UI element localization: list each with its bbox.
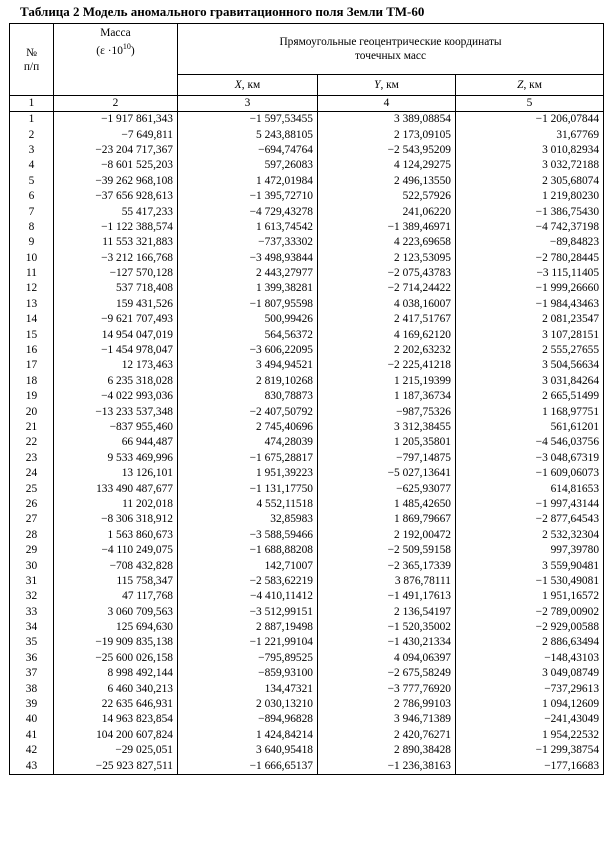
row-number: 31: [10, 574, 54, 589]
row-number: 28: [10, 528, 54, 543]
y-coordinate-cell: −625,93077: [318, 481, 456, 496]
row-number: 10: [10, 251, 54, 266]
x-coordinate-cell: 32,85983: [178, 512, 318, 527]
mass-cell: −1 454 978,047: [54, 343, 178, 358]
row-number: 25: [10, 481, 54, 496]
row-number: 3: [10, 143, 54, 158]
header-coordinates-line1: Прямоугольные геоцентрические координаты: [279, 36, 502, 48]
row-number: 11: [10, 266, 54, 281]
row-number: 6: [10, 189, 54, 204]
mass-cell: 22 635 646,931: [54, 697, 178, 712]
z-coordinate-cell: 614,81653: [456, 481, 604, 496]
mass-cell: −8 306 318,912: [54, 512, 178, 527]
table-row: [10, 204, 604, 219]
mass-cell: −127 570,128: [54, 266, 178, 281]
x-coordinate-cell: −1 807,95598: [178, 297, 318, 312]
x-coordinate-cell: −1 666,65137: [178, 758, 318, 774]
y-coordinate-cell: 2 136,54197: [318, 605, 456, 620]
table-row: [10, 420, 604, 435]
z-coordinate-cell: −1 984,43463: [456, 297, 604, 312]
table-row: [10, 589, 604, 604]
mass-cell: 47 117,768: [54, 589, 178, 604]
mass-cell: −25 600 026,158: [54, 651, 178, 666]
y-coordinate-cell: 3 389,08854: [318, 112, 456, 128]
y-coordinate-cell: 241,06220: [318, 204, 456, 219]
y-coordinate-cell: −1 389,46971: [318, 220, 456, 235]
x-coordinate-cell: 5 243,88105: [178, 127, 318, 142]
z-coordinate-cell: 2 081,23547: [456, 312, 604, 327]
header-number-symbol: №: [26, 46, 37, 59]
y-coordinate-cell: −1 491,17613: [318, 589, 456, 604]
y-coordinate-cell: −2 714,24422: [318, 281, 456, 296]
mass-cell: 159 431,526: [54, 297, 178, 312]
mass-cell: −4 110 249,075: [54, 543, 178, 558]
table-row: [10, 358, 604, 373]
z-coordinate-cell: 2 886,63494: [456, 635, 604, 650]
x-coordinate-cell: −4 410,11412: [178, 589, 318, 604]
mass-cell: 6 235 318,028: [54, 374, 178, 389]
header-y: [318, 75, 456, 96]
y-coordinate-cell: −2 225,41218: [318, 358, 456, 373]
y-coordinate-cell: 1 869,79667: [318, 512, 456, 527]
y-coordinate-cell: 4 169,62120: [318, 327, 456, 342]
row-number: 12: [10, 281, 54, 296]
mass-cell: −837 955,460: [54, 420, 178, 435]
row-number: 40: [10, 712, 54, 727]
mass-cell: −7 649,811: [54, 127, 178, 142]
y-coordinate-cell: −1 520,35002: [318, 620, 456, 635]
x-coordinate-cell: −795,89525: [178, 651, 318, 666]
y-coordinate-cell: 2 496,13550: [318, 174, 456, 189]
x-coordinate-cell: 1 613,74542: [178, 220, 318, 235]
header-x-unit: , км: [241, 79, 261, 91]
z-coordinate-cell: −1 386,75430: [456, 204, 604, 219]
mass-cell: 55 417,233: [54, 204, 178, 219]
x-coordinate-cell: 3 494,94521: [178, 358, 318, 373]
x-coordinate-cell: −4 729,43278: [178, 204, 318, 219]
x-coordinate-cell: −737,33302: [178, 235, 318, 250]
y-coordinate-cell: −2 365,17339: [318, 558, 456, 573]
z-coordinate-cell: −3 048,67319: [456, 451, 604, 466]
header-coordinates-line2: точечных масс: [354, 50, 427, 62]
y-coordinate-cell: 2 890,38428: [318, 743, 456, 758]
y-coordinate-cell: 4 223,69658: [318, 235, 456, 250]
x-coordinate-cell: 1 399,38281: [178, 281, 318, 296]
row-number: 16: [10, 343, 54, 358]
table-row: [10, 112, 604, 128]
header-z-unit: , км: [523, 79, 542, 91]
x-coordinate-cell: 564,56372: [178, 327, 318, 342]
mass-cell: 104 200 607,824: [54, 728, 178, 743]
row-number: 21: [10, 420, 54, 435]
x-coordinate-cell: −1 597,53455: [178, 112, 318, 128]
y-coordinate-cell: 1 215,19399: [318, 374, 456, 389]
y-coordinate-cell: 2 123,53095: [318, 251, 456, 266]
table-row: [10, 343, 604, 358]
z-coordinate-cell: 3 031,84264: [456, 374, 604, 389]
table-row: [10, 220, 604, 235]
z-coordinate-cell: 3 032,72188: [456, 158, 604, 173]
z-coordinate-cell: −1 299,38754: [456, 743, 604, 758]
table-row: [10, 451, 604, 466]
row-number: 29: [10, 543, 54, 558]
x-coordinate-cell: 1 424,84214: [178, 728, 318, 743]
y-coordinate-cell: 1 187,36734: [318, 389, 456, 404]
table-body: [10, 112, 604, 775]
table-row: [10, 158, 604, 173]
table-row: [10, 620, 604, 635]
table-row: [10, 558, 604, 573]
z-coordinate-cell: 3 049,08749: [456, 666, 604, 681]
mass-cell: 1 563 860,673: [54, 528, 178, 543]
y-coordinate-cell: 2 417,51767: [318, 312, 456, 327]
x-coordinate-cell: −3 588,59466: [178, 528, 318, 543]
x-coordinate-cell: 4 552,11518: [178, 497, 318, 512]
y-coordinate-cell: −2 509,59158: [318, 543, 456, 558]
column-number-5: 5: [456, 96, 604, 112]
header-mass-unit: (ε ·10: [96, 44, 123, 57]
y-coordinate-cell: 1 485,42650: [318, 497, 456, 512]
table-row: [10, 466, 604, 481]
row-number: 5: [10, 174, 54, 189]
table-row: [10, 651, 604, 666]
mass-cell: 14 963 823,854: [54, 712, 178, 727]
z-coordinate-cell: −2 929,00588: [456, 620, 604, 635]
table-row: [10, 312, 604, 327]
table-row: [10, 743, 604, 758]
mass-cell: −1 122 388,574: [54, 220, 178, 235]
y-coordinate-cell: 2 173,09105: [318, 127, 456, 142]
table-row: [10, 266, 604, 281]
y-coordinate-cell: 2 420,76271: [318, 728, 456, 743]
y-coordinate-cell: 1 205,35801: [318, 435, 456, 450]
row-number: 36: [10, 651, 54, 666]
z-coordinate-cell: −737,29613: [456, 681, 604, 696]
z-coordinate-cell: −3 115,11405: [456, 266, 604, 281]
row-number: 20: [10, 404, 54, 419]
x-coordinate-cell: −859,93100: [178, 666, 318, 681]
z-coordinate-cell: 2 305,68074: [456, 174, 604, 189]
y-coordinate-cell: 2 786,99103: [318, 697, 456, 712]
x-coordinate-cell: −1 221,99104: [178, 635, 318, 650]
row-number: 23: [10, 451, 54, 466]
mass-cell: 6 460 340,213: [54, 681, 178, 696]
mass-cell: 125 694,630: [54, 620, 178, 635]
x-coordinate-cell: 597,26083: [178, 158, 318, 173]
mass-cell: 14 954 047,019: [54, 327, 178, 342]
z-coordinate-cell: −1 609,06073: [456, 466, 604, 481]
column-number-2: 2: [54, 96, 178, 112]
header-mass-exponent: 10: [122, 42, 131, 51]
x-coordinate-cell: 474,28039: [178, 435, 318, 450]
z-coordinate-cell: 997,39780: [456, 543, 604, 558]
header-z: [456, 75, 604, 96]
mass-cell: −13 233 537,348: [54, 404, 178, 419]
x-coordinate-cell: −1 675,28817: [178, 451, 318, 466]
y-coordinate-cell: −1 430,21334: [318, 635, 456, 650]
z-coordinate-cell: 1 168,97751: [456, 404, 604, 419]
table-row: [10, 543, 604, 558]
table-row: [10, 404, 604, 419]
row-number: 38: [10, 681, 54, 696]
mass-cell: 11 202,018: [54, 497, 178, 512]
header-number: [10, 24, 54, 96]
x-coordinate-cell: 3 640,95418: [178, 743, 318, 758]
header-mass: [54, 24, 178, 96]
header-x: [178, 75, 318, 96]
mass-cell: 3 060 709,563: [54, 605, 178, 620]
header-number-abbrev: п/п: [23, 60, 40, 73]
z-coordinate-cell: 3 107,28151: [456, 327, 604, 342]
table-row: [10, 574, 604, 589]
mass-cell: 8 998 492,144: [54, 666, 178, 681]
z-coordinate-cell: −4 742,37198: [456, 220, 604, 235]
row-number: 27: [10, 512, 54, 527]
z-coordinate-cell: 561,61201: [456, 420, 604, 435]
row-number: 7: [10, 204, 54, 219]
x-coordinate-cell: 2 819,10268: [178, 374, 318, 389]
z-coordinate-cell: −241,43049: [456, 712, 604, 727]
z-coordinate-cell: 1 094,12609: [456, 697, 604, 712]
y-coordinate-cell: 4 094,06397: [318, 651, 456, 666]
y-coordinate-cell: −1 236,38163: [318, 758, 456, 774]
mass-cell: −37 656 928,613: [54, 189, 178, 204]
x-coordinate-cell: −3 512,99151: [178, 605, 318, 620]
x-coordinate-cell: −1 395,72710: [178, 189, 318, 204]
x-coordinate-cell: 500,99426: [178, 312, 318, 327]
mass-cell: −29 025,051: [54, 743, 178, 758]
table-caption: Таблица 2 Модель аномального гравитационного поля Земли ТМ-60: [20, 4, 425, 19]
y-coordinate-cell: −5 027,13641: [318, 466, 456, 481]
row-number: 42: [10, 743, 54, 758]
table-row: [10, 528, 604, 543]
x-coordinate-cell: 2 887,19498: [178, 620, 318, 635]
z-coordinate-cell: −177,16683: [456, 758, 604, 774]
row-number: 32: [10, 589, 54, 604]
table-row: [10, 389, 604, 404]
mass-cell: −708 432,828: [54, 558, 178, 573]
z-coordinate-cell: −1 999,26660: [456, 281, 604, 296]
header-y-unit: , км: [380, 79, 399, 91]
row-number: 37: [10, 666, 54, 681]
mass-cell: 12 173,463: [54, 358, 178, 373]
table-row: [10, 712, 604, 727]
table-row: [10, 435, 604, 450]
y-coordinate-cell: 3 312,38455: [318, 420, 456, 435]
mass-cell: −4 022 993,036: [54, 389, 178, 404]
row-number: 41: [10, 728, 54, 743]
row-number: 4: [10, 158, 54, 173]
table-row: [10, 374, 604, 389]
table-row: [10, 189, 604, 204]
header-y-var: Y: [374, 79, 381, 91]
x-coordinate-cell: 1 951,39223: [178, 466, 318, 481]
z-coordinate-cell: 2 532,32304: [456, 528, 604, 543]
x-coordinate-cell: −1 688,88208: [178, 543, 318, 558]
row-number: 13: [10, 297, 54, 312]
row-number: 19: [10, 389, 54, 404]
y-coordinate-cell: −3 777,76920: [318, 681, 456, 696]
z-coordinate-cell: −148,43103: [456, 651, 604, 666]
x-coordinate-cell: 2 745,40696: [178, 420, 318, 435]
row-number: 33: [10, 605, 54, 620]
table-row: [10, 174, 604, 189]
table-row: [10, 327, 604, 342]
row-number: 8: [10, 220, 54, 235]
table-row: [10, 681, 604, 696]
table-row: [10, 127, 604, 142]
mass-cell: 66 944,487: [54, 435, 178, 450]
table-row: [10, 728, 604, 743]
z-coordinate-cell: 3 010,82934: [456, 143, 604, 158]
row-number: 22: [10, 435, 54, 450]
x-coordinate-cell: −3 498,93844: [178, 251, 318, 266]
x-coordinate-cell: 134,47321: [178, 681, 318, 696]
y-coordinate-cell: 4 038,16007: [318, 297, 456, 312]
header-mass-unit-close: ): [130, 44, 135, 57]
mass-cell: −8 601 525,203: [54, 158, 178, 173]
z-coordinate-cell: −1 206,07844: [456, 112, 604, 128]
header-mass-label: Масса: [100, 27, 131, 39]
y-coordinate-cell: −797,14875: [318, 451, 456, 466]
y-coordinate-cell: −2 075,43783: [318, 266, 456, 281]
mass-cell: 133 490 487,677: [54, 481, 178, 496]
table-row: [10, 235, 604, 250]
row-number: 9: [10, 235, 54, 250]
x-coordinate-cell: 2 443,27977: [178, 266, 318, 281]
mass-cell: 13 126,101: [54, 466, 178, 481]
table-row: [10, 143, 604, 158]
y-coordinate-cell: −2 675,58249: [318, 666, 456, 681]
x-coordinate-cell: −3 606,22095: [178, 343, 318, 358]
mass-cell: −23 204 717,367: [54, 143, 178, 158]
row-number: 34: [10, 620, 54, 635]
z-coordinate-cell: −1 530,49081: [456, 574, 604, 589]
mass-cell: −19 909 835,138: [54, 635, 178, 650]
mass-cell: 9 533 469,996: [54, 451, 178, 466]
row-number: 39: [10, 697, 54, 712]
mass-cell: −1 917 861,343: [54, 112, 178, 128]
z-coordinate-cell: −4 546,03756: [456, 435, 604, 450]
row-number: 2: [10, 127, 54, 142]
table-row: [10, 697, 604, 712]
mass-cell: 537 718,408: [54, 281, 178, 296]
x-coordinate-cell: −694,74764: [178, 143, 318, 158]
z-coordinate-cell: −2 780,28445: [456, 251, 604, 266]
z-coordinate-cell: 1 954,22532: [456, 728, 604, 743]
header-x-var: X: [234, 79, 242, 91]
z-coordinate-cell: 1 951,16572: [456, 589, 604, 604]
y-coordinate-cell: 2 192,00472: [318, 528, 456, 543]
row-number: 35: [10, 635, 54, 650]
z-coordinate-cell: −89,84823: [456, 235, 604, 250]
y-coordinate-cell: 3 946,71389: [318, 712, 456, 727]
z-coordinate-cell: 1 219,80230: [456, 189, 604, 204]
table-row: [10, 666, 604, 681]
z-coordinate-cell: 2 665,51499: [456, 389, 604, 404]
mass-cell: −39 262 968,108: [54, 174, 178, 189]
table-row: [10, 605, 604, 620]
row-number: 30: [10, 558, 54, 573]
z-coordinate-cell: 3 559,90481: [456, 558, 604, 573]
x-coordinate-cell: −894,96828: [178, 712, 318, 727]
table-row: [10, 297, 604, 312]
mass-cell: −9 621 707,493: [54, 312, 178, 327]
y-coordinate-cell: −2 543,95209: [318, 143, 456, 158]
mass-cell: 115 758,347: [54, 574, 178, 589]
column-number-3: 3: [178, 96, 318, 112]
row-number: 15: [10, 327, 54, 342]
row-number: 24: [10, 466, 54, 481]
row-number: 18: [10, 374, 54, 389]
x-coordinate-cell: −1 131,17750: [178, 481, 318, 496]
column-number-1: 1: [10, 96, 54, 112]
x-coordinate-cell: −2 583,62219: [178, 574, 318, 589]
table-row: [10, 758, 604, 774]
y-coordinate-cell: 522,57926: [318, 189, 456, 204]
mass-coordinates-table: [9, 23, 604, 775]
z-coordinate-cell: −2 877,64543: [456, 512, 604, 527]
row-number: 1: [10, 112, 54, 128]
z-coordinate-cell: 3 504,56634: [456, 358, 604, 373]
y-coordinate-cell: 3 876,78111: [318, 574, 456, 589]
table-row: [10, 481, 604, 496]
mass-cell: −3 212 166,768: [54, 251, 178, 266]
x-coordinate-cell: −2 407,50792: [178, 404, 318, 419]
table-row: [10, 512, 604, 527]
y-coordinate-cell: 4 124,29275: [318, 158, 456, 173]
y-coordinate-cell: −987,75326: [318, 404, 456, 419]
row-number: 17: [10, 358, 54, 373]
table-row: [10, 281, 604, 296]
y-coordinate-cell: 2 202,63232: [318, 343, 456, 358]
table-row: [10, 251, 604, 266]
header-coordinates: [178, 24, 604, 75]
row-number: 14: [10, 312, 54, 327]
row-number: 43: [10, 758, 54, 774]
header-z-var: Z: [517, 79, 524, 91]
z-coordinate-cell: 31,67769: [456, 127, 604, 142]
x-coordinate-cell: 830,78873: [178, 389, 318, 404]
z-coordinate-cell: 2 555,27655: [456, 343, 604, 358]
z-coordinate-cell: −1 997,43144: [456, 497, 604, 512]
row-number: 26: [10, 497, 54, 512]
table-row: [10, 497, 604, 512]
z-coordinate-cell: −2 789,00902: [456, 605, 604, 620]
table-row: [10, 635, 604, 650]
x-coordinate-cell: 142,71007: [178, 558, 318, 573]
mass-cell: 11 553 321,883: [54, 235, 178, 250]
column-number-4: 4: [318, 96, 456, 112]
x-coordinate-cell: 2 030,13210: [178, 697, 318, 712]
mass-cell: −25 923 827,511: [54, 758, 178, 774]
x-coordinate-cell: 1 472,01984: [178, 174, 318, 189]
